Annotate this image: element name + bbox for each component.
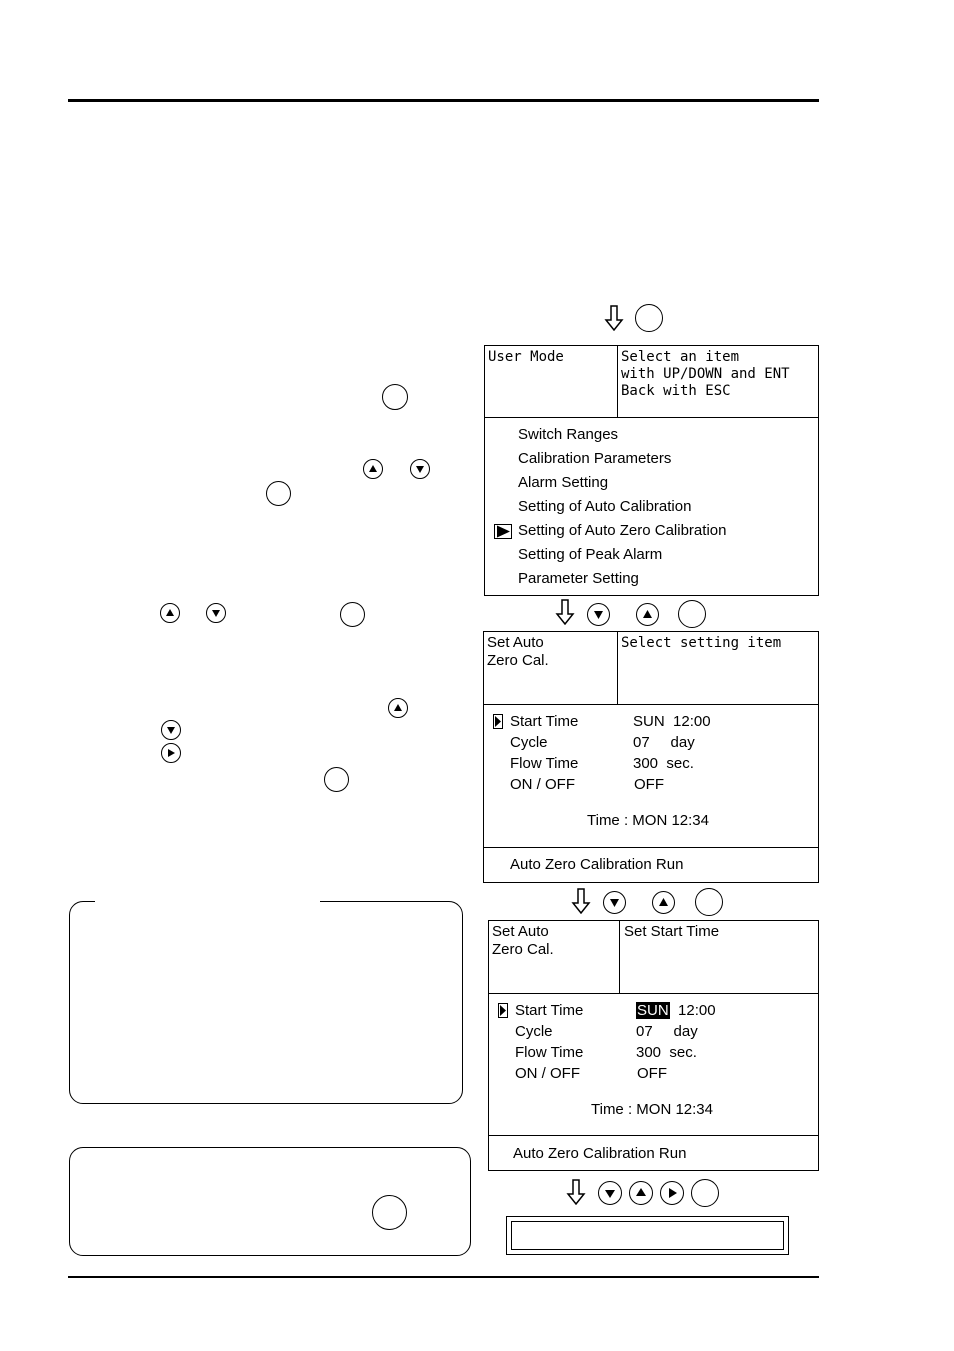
bottom-rule: [68, 1276, 819, 1278]
divider: [489, 1135, 818, 1136]
next-screen-frame: [506, 1216, 789, 1255]
enter-key-icon: [635, 304, 663, 332]
row-value-on-off: OFF: [637, 1065, 667, 1082]
next-screen-inner: [511, 1221, 784, 1250]
menu-item-auto-zero-calibration[interactable]: Setting of Auto Zero Calibration: [518, 522, 727, 539]
note-box: [69, 1147, 471, 1256]
down-flow-arrow-icon: [571, 888, 591, 914]
down-key-icon: [603, 891, 626, 914]
enter-key-icon: [691, 1179, 719, 1207]
current-time: Time : MON 12:34: [587, 812, 709, 829]
screen-title: Set Auto Zero Cal.: [489, 921, 620, 994]
row-label-on-off[interactable]: ON / OFF: [515, 1065, 580, 1082]
row-label-cycle[interactable]: Cycle: [515, 1023, 553, 1040]
up-key-icon: [629, 1181, 653, 1205]
user-mode-screen: [484, 345, 819, 596]
screen-help: Select an item with UP/DOWN and ENT Back with ESC: [618, 346, 818, 418]
note-box-title-gap: [95, 895, 320, 907]
up-key-icon: [388, 698, 408, 718]
row-value-flow-time: 300 sec.: [636, 1044, 697, 1061]
enter-key-icon: [695, 888, 723, 916]
row-label-on-off[interactable]: ON / OFF: [510, 776, 575, 793]
top-rule: [68, 99, 819, 102]
menu-item-calibration-parameters[interactable]: Calibration Parameters: [518, 450, 672, 467]
row-value-on-off: OFF: [634, 776, 664, 793]
run-calibration-item[interactable]: Auto Zero Calibration Run: [513, 1145, 687, 1162]
set-auto-zero-screen: [483, 631, 819, 883]
down-key-icon: [410, 459, 430, 479]
right-key-icon: [161, 743, 181, 763]
row-value-start-time: SUN 12:00: [633, 713, 711, 730]
row-label-start-time[interactable]: Start Time: [510, 713, 579, 730]
down-key-icon: [598, 1181, 622, 1205]
screen-help: Set Start Time: [620, 921, 818, 994]
down-flow-arrow-icon: [555, 599, 575, 625]
highlighted-day[interactable]: SUN: [637, 1002, 669, 1019]
row-label-flow-time[interactable]: Flow Time: [510, 755, 579, 772]
down-flow-arrow-icon: [566, 1179, 586, 1205]
menu-item-parameter-setting[interactable]: Parameter Setting: [518, 570, 639, 587]
enter-key-icon: [340, 602, 365, 627]
screen-title: Set Auto Zero Cal.: [484, 632, 618, 705]
start-time-clock: 12:00: [678, 1002, 716, 1019]
down-flow-arrow-icon: [604, 305, 624, 331]
cursor-icon: [494, 524, 512, 539]
enter-key-icon: [266, 481, 291, 506]
up-key-icon: [652, 891, 675, 914]
run-calibration-item[interactable]: Auto Zero Calibration Run: [510, 856, 684, 873]
row-label-flow-time[interactable]: Flow Time: [515, 1044, 584, 1061]
divider: [484, 847, 818, 848]
down-key-icon: [161, 720, 181, 740]
row-value-cycle: 07 day: [633, 734, 695, 751]
enter-key-icon: [678, 600, 706, 628]
down-key-icon: [587, 603, 610, 626]
row-value-cycle: 07 day: [636, 1023, 698, 1040]
enter-key-icon: [382, 384, 408, 410]
row-label-cycle[interactable]: Cycle: [510, 734, 548, 751]
screen-help: Select setting item: [618, 632, 818, 705]
note-box: [69, 901, 463, 1104]
row-value-start-time: [636, 1002, 716, 1019]
set-start-time-screen: [488, 920, 819, 1171]
up-key-icon: [636, 603, 659, 626]
current-time: Time : MON 12:34: [591, 1101, 713, 1118]
row-value-flow-time: 300 sec.: [633, 755, 694, 772]
enter-key-icon: [324, 767, 349, 792]
right-key-icon: [660, 1181, 684, 1205]
menu-item-auto-calibration[interactable]: Setting of Auto Calibration: [518, 498, 692, 515]
screen-title: User Mode: [485, 346, 618, 418]
up-key-icon: [363, 459, 383, 479]
menu-item-peak-alarm[interactable]: Setting of Peak Alarm: [518, 546, 663, 563]
enter-key-icon: [372, 1195, 407, 1230]
menu-item-alarm-setting[interactable]: Alarm Setting: [518, 474, 609, 491]
cursor-icon: [493, 714, 503, 729]
row-label-start-time[interactable]: Start Time: [515, 1002, 584, 1019]
up-key-icon: [160, 603, 180, 623]
down-key-icon: [206, 603, 226, 623]
menu-item-switch-ranges[interactable]: Switch Ranges: [518, 426, 619, 443]
cursor-icon: [498, 1003, 508, 1018]
